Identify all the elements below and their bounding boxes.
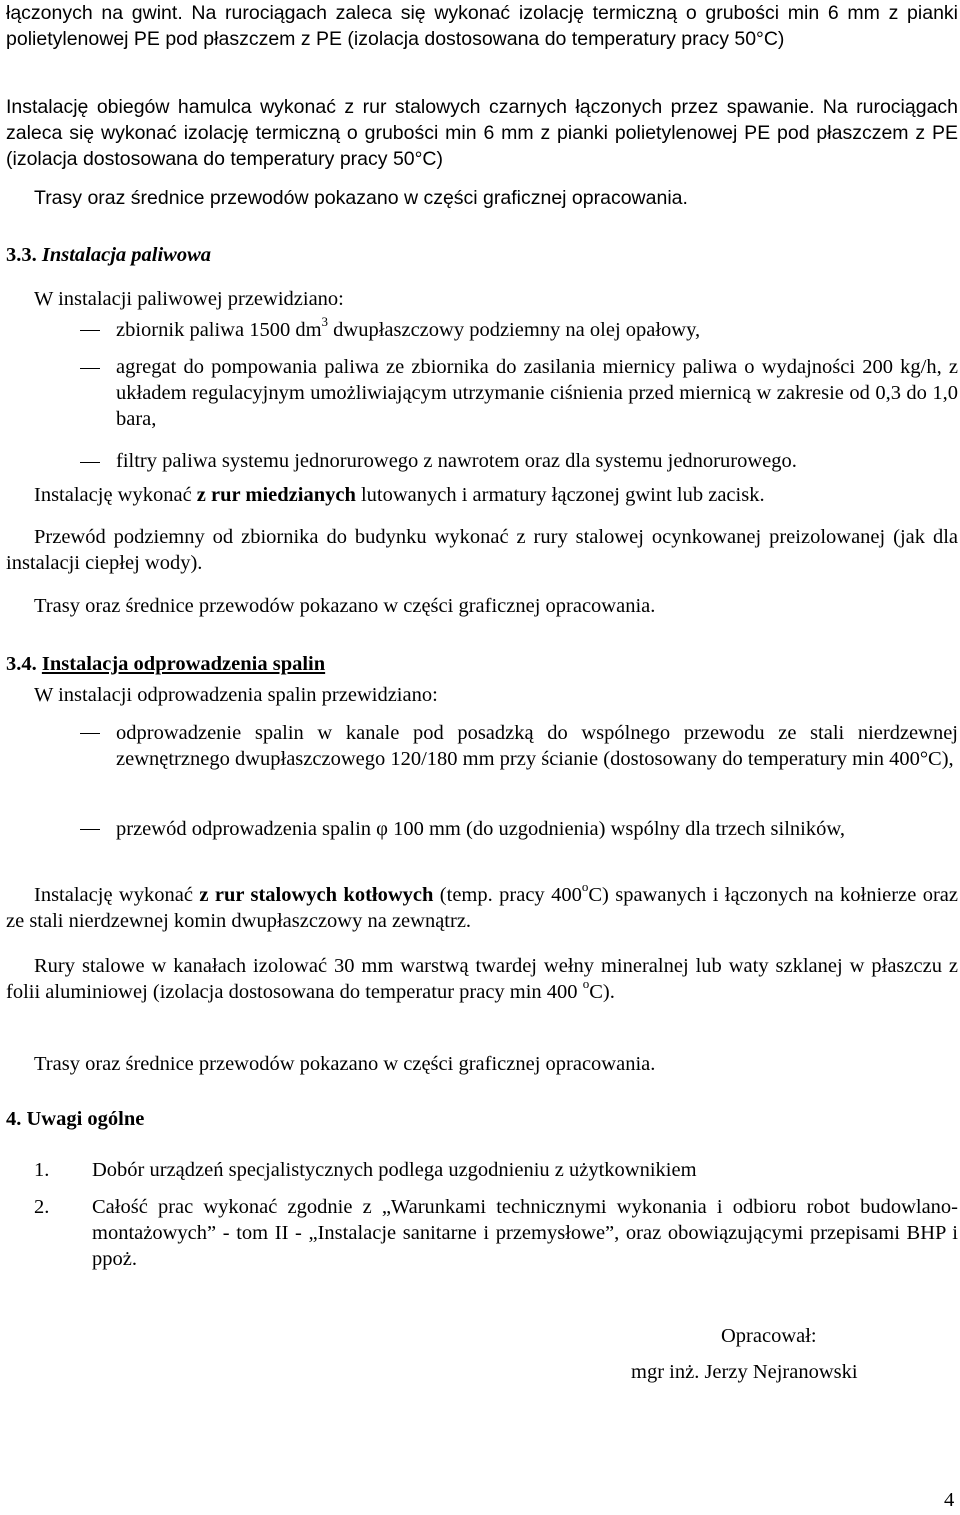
list-item: przewód odprowadzenia spalin φ 100 mm (do uzgodnienia) wspólny dla trzech silników,	[116, 818, 845, 840]
section-3-3-paragraph-3: Trasy oraz średnice przewodów pokazano w części graficznej opracowania.	[34, 595, 656, 617]
dash-marker	[80, 368, 100, 369]
intro-paragraph-2-start: Instalację obiegów hamulca wykonać z rur stalowych czarnych łączonych przez spawanie.	[6, 96, 815, 118]
section-3-4-paragraph-3: Trasy oraz średnice przewodów pokazano w części graficznej opracowania.	[34, 1053, 656, 1075]
list-item: odprowadzenie spalin w kanale pod posadzką do wspólnego przewodu ze stali nierdzewnej zewnętrznego dwupłaszczowego 120/180 mm przy ścianie (dostosowany do temperatury min 400°C),	[116, 722, 958, 770]
dash-marker	[80, 462, 100, 463]
section-3-3-lead: W instalacji paliwowej przewidziano:	[34, 288, 344, 310]
section-3-3-heading	[6, 242, 211, 268]
section-3-4-paragraph-1	[6, 879, 958, 934]
dash-marker	[80, 829, 100, 830]
section-3-4-number: 3.4.	[6, 653, 37, 675]
paragraph-text: lutowanych i armatury łączonej gwint lub zacisk.	[355, 484, 765, 506]
signature-label: Opracował:	[721, 1325, 817, 1347]
paragraph-bold: z rur miedzianych	[196, 484, 356, 506]
intro-paragraph-1: łączonych na gwint. Na rurociągach zaleca się wykonać izolację termiczną o grubości min 6 mm z pianki polietylenowej PE pod płaszczem z PE (izolacja dostosowana do temperatury pracy 50°C)	[6, 2, 958, 50]
list-item: filtry paliwa systemu jednorurowego z nawrotem oraz dla systemu jednorurowego.	[116, 450, 797, 472]
superscript: o	[582, 976, 590, 992]
paragraph-text: Instalację wykonać	[34, 484, 197, 506]
intro-paragraph-2	[6, 94, 958, 172]
paragraph-text: C) spawanych i łączonych na kołnierze oraz ze stali nierdzewnej komin dwupłaszczowy na zewnątrz.	[6, 884, 958, 932]
page-number: 4	[944, 1489, 955, 1511]
paragraph-text: Rury stalowe w kanałach izolować 30 mm warstwą twardej wełny mineralnej lub waty szklanej w płaszczu z folii aluminiowej (izolacja dostosowana do temperatur pracy min 400	[6, 955, 958, 1003]
signature-name: mgr inż. Jerzy Nejranowski	[631, 1361, 858, 1383]
superscript: 3	[321, 314, 329, 330]
section-3-3-paragraph-2: Przewód podziemny od zbiornika do budynku wykonać z rury stalowej ocynkowanej preizolowanej (jak dla instalacji ciepłej wody).	[6, 526, 958, 574]
list-item-text: dwupłaszczowy podziemny na olej opałowy,	[328, 319, 701, 341]
list-item: agregat do pompowania paliwa ze zbiornika do zasilania miernicy paliwa o wydajności 200 kg/h, z układem regulacyjnym umożliwiającym utrzymanie ciśnienia przed miernicą w zakresie od 0,3 do 1,0 bara,	[116, 356, 958, 430]
superscript: o	[581, 879, 589, 895]
paragraph-text: C).	[589, 981, 615, 1003]
section-3-4-heading	[6, 651, 325, 677]
list-item: Dobór urządzeń specjalistycznych podlega uzgodnieniu z użytkownikiem	[92, 1159, 697, 1181]
paragraph-text: Instalację wykonać	[34, 884, 200, 906]
list-number: 1.	[34, 1159, 50, 1181]
section-3-4-paragraph-2	[6, 953, 958, 1005]
paragraph-text: (temp. pracy 400	[433, 884, 582, 906]
section-3-3-paragraph-1	[6, 482, 958, 508]
intro-trasy: Trasy oraz średnice przewodów pokazano w części graficznej opracowania.	[34, 187, 688, 209]
intro-paragraph-2-rest: Na rurociągach zaleca się wykonać izolację termiczną o grubości min 6 mm z pianki polietylenowej PE pod płaszczem z PE (izolacja dostosowana do temperatury pracy 50°C)	[6, 96, 959, 170]
list-item: Całość prac wykonać zgodnie z „Warunkami technicznymi wykonania i odbioru robot budowlano-montażowych” - tom II - „Instalacje sanitarne i przemysłowe”, oraz obowiązującymi przepisami BHP i ppoż.	[92, 1196, 958, 1270]
list-number: 2.	[34, 1196, 50, 1218]
paragraph-bold: z rur stalowych kotłowych	[199, 884, 434, 906]
section-3-3-number: 3.3.	[6, 244, 37, 266]
section-4-heading: 4. Uwagi ogólne	[6, 1108, 145, 1130]
dash-marker	[80, 330, 100, 331]
section-3-4-title: Instalacja odprowadzenia spalin	[41, 653, 326, 675]
list-item-text: zbiornik paliwa 1500 dm	[116, 319, 322, 341]
dash-marker	[80, 733, 100, 734]
section-3-4-lead: W instalacji odprowadzenia spalin przewidziano:	[34, 684, 438, 706]
section-3-3-title: Instalacja paliwowa	[41, 244, 212, 266]
list-item	[116, 314, 958, 343]
